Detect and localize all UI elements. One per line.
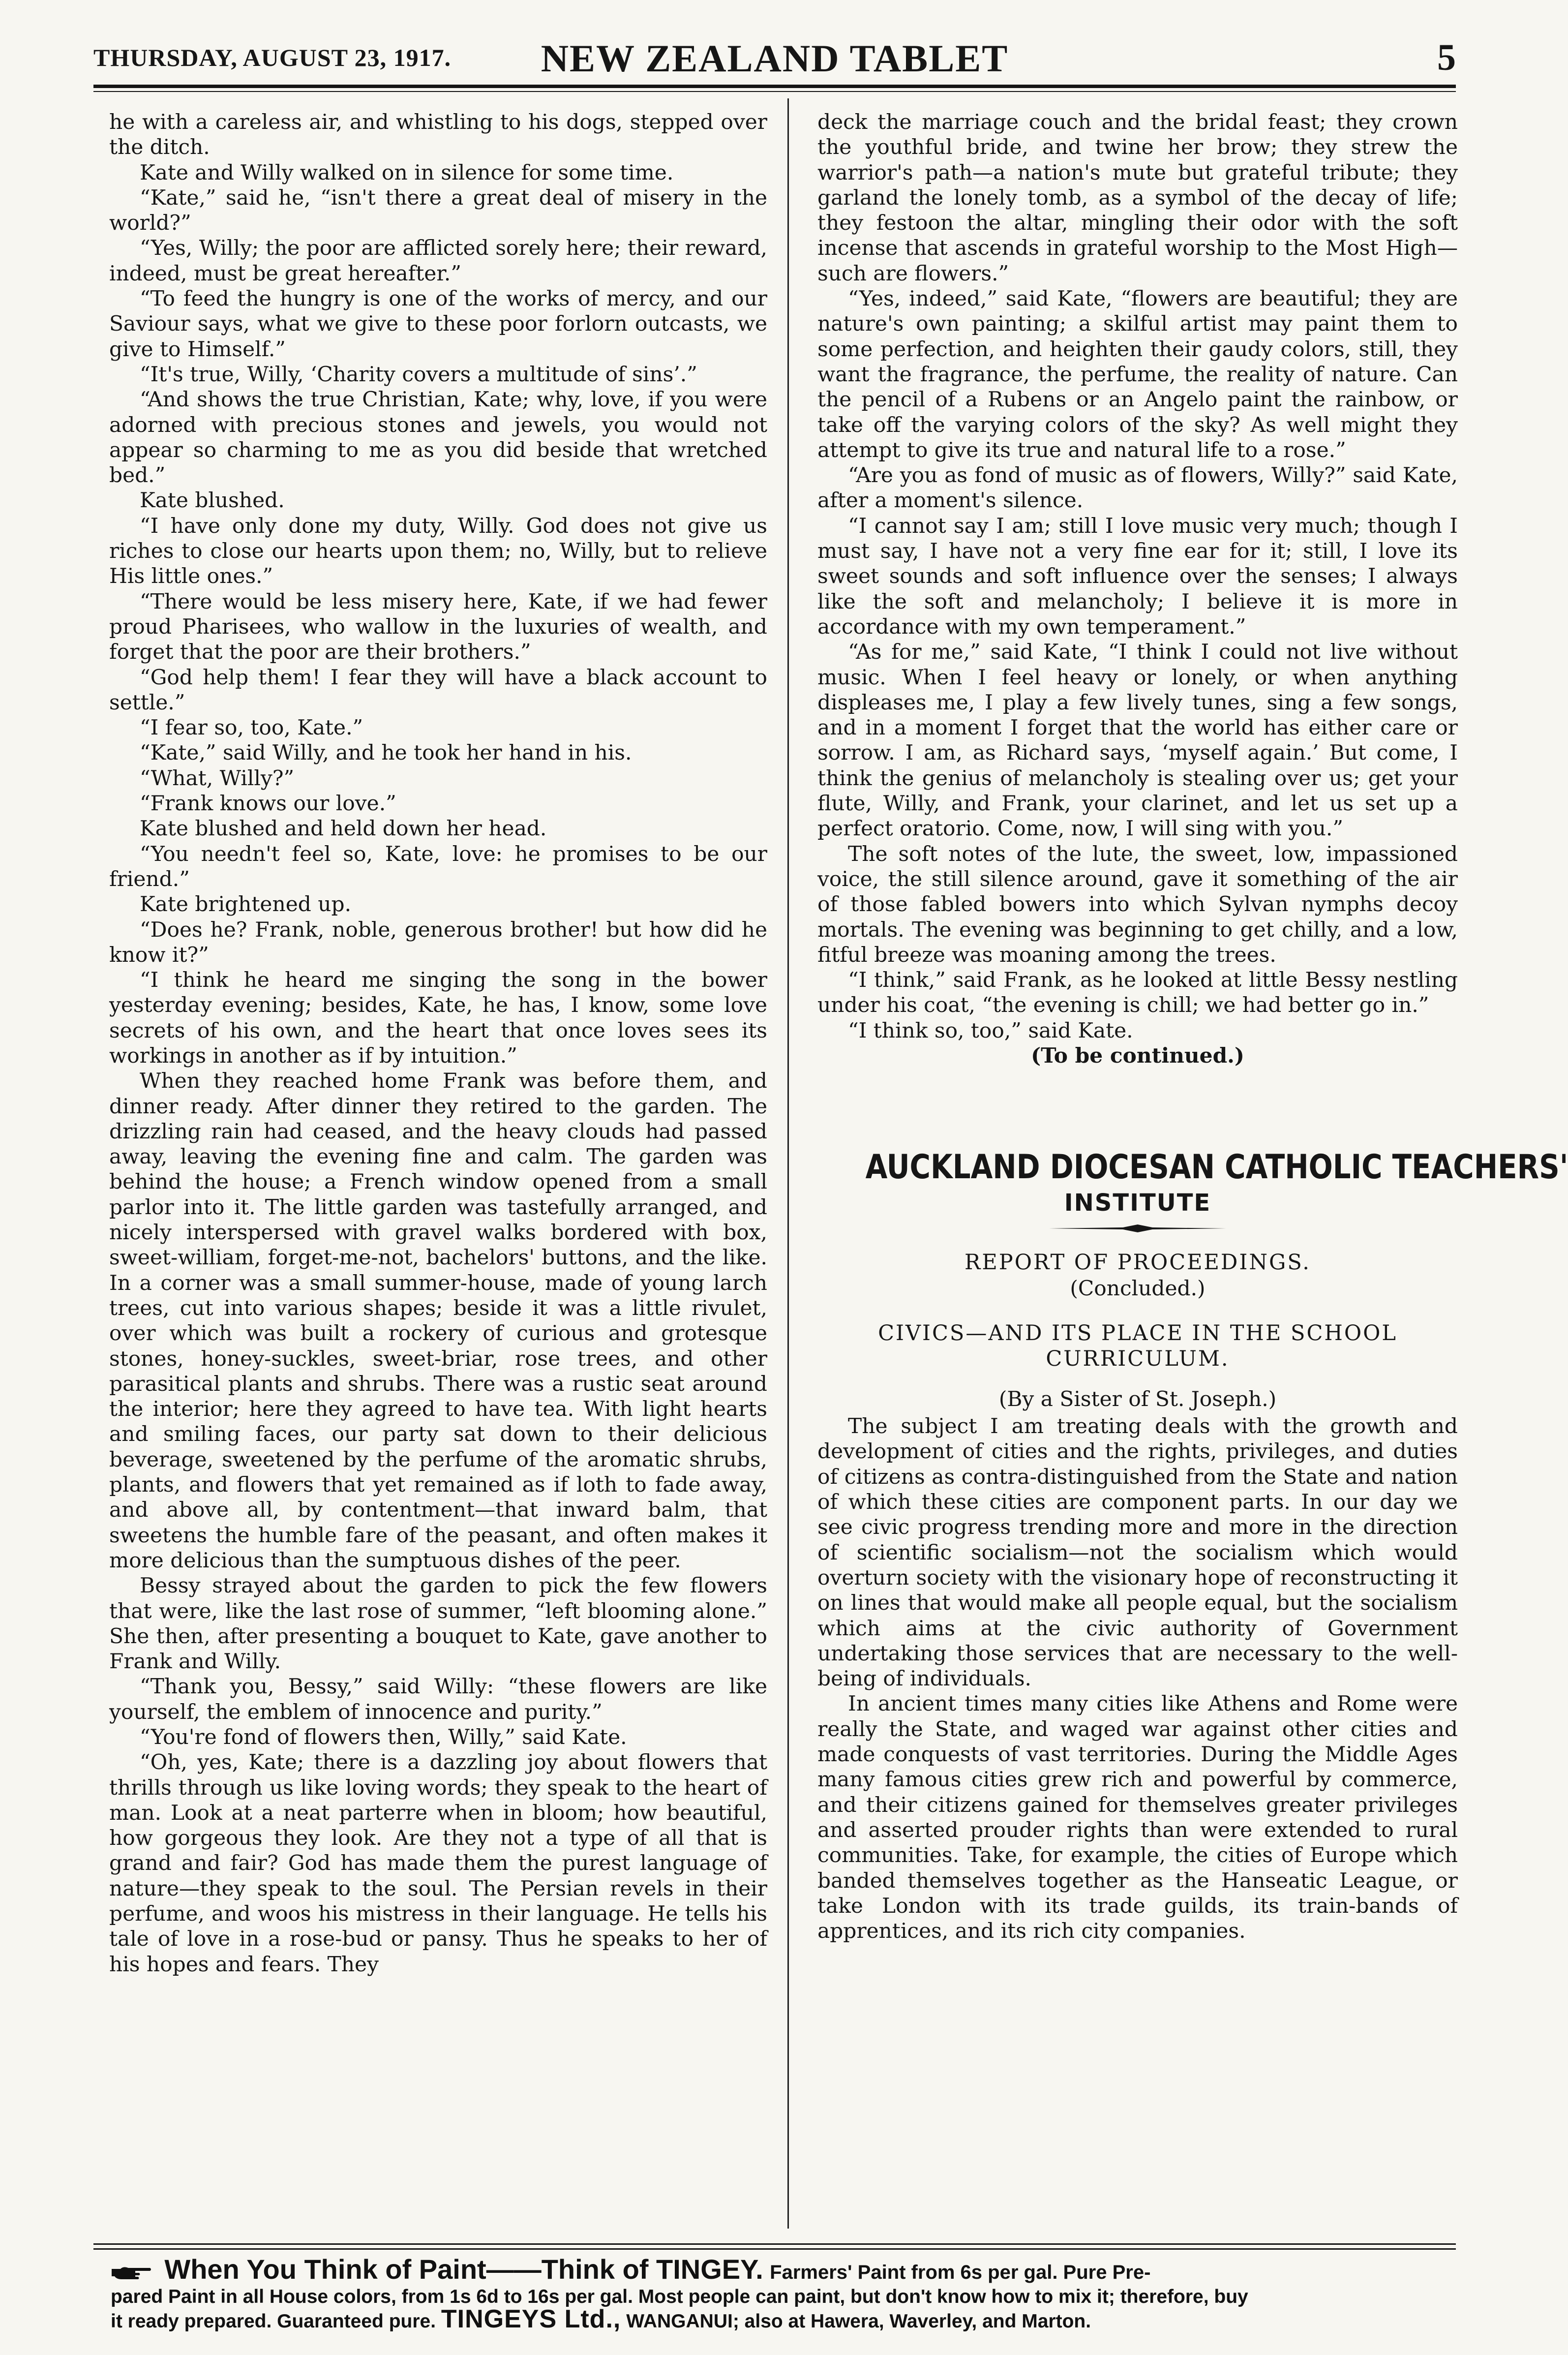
ad-slogan-part-2: Think of TINGEY. [541, 2254, 763, 2285]
ad-slogan-part-1: When You Think of Paint [164, 2254, 486, 2285]
story-paragraph: “Thank you, Bessy,” said Willy: “these flowers are like yourself, the emblem of innocence and purity.” [109, 1674, 767, 1724]
ad-line-3 [111, 2305, 1456, 2333]
ad-line-2: pared Paint in all House colors, from 1s 6d to 16s per gal. Most people can paint, but don't know how to mix it; therefore, buy [111, 2286, 1248, 2307]
article-paragraph: The subject I am treating deals with the growth and development of cities and the rights, privileges, and duties of citizens as contra-distinguished from the State and nation of which these cities are component parts. In our day we see civic progress trending more and more in the direction of scientific socialism—not the socialism which would overturn society with the visionary hope of reconstructing it on lines that would make all people equal, but the socialism which aims at the civic authority of Government undertaking those services that are necessary to the well-being of individuals. [817, 1414, 1458, 1691]
story-paragraph: “Kate,” said Willy, and he took her hand in his. [140, 740, 632, 765]
story-paragraph: “I think he heard me singing the song in the bower yesterday evening; besides, Kate, he has, I know, some love secrets of his own, and the heart that once loves sees its workings in another as if by intuition.” [109, 968, 767, 1068]
footer-rule-thin [93, 2248, 1456, 2250]
story-paragraph: Kate blushed and held down her head. [140, 816, 547, 841]
ad-line-1 [111, 2256, 1456, 2286]
story-paragraph: “Yes, indeed,” said Kate, “flowers are beautiful; they are nature's own painting; a skilful artist may paint them to some perfection, and heighten their gaudy colors, still, they want the fragrance, the perfume, the reality of nature. Can the pencil of a Rubens or an Angelo paint the rainbow, or take off the varying colors of the sky? As well might they attempt to give its true and natural life to a rose.” [817, 286, 1458, 462]
story-paragraph: Bessy strayed about the garden to pick the few flowers that were, like the last rose of summer, “left blooming alone.” She then, after presenting a bouquet to Kate, gave another to Frank and Willy. [109, 1573, 767, 1674]
story-paragraph: “Frank knows our love.” [140, 791, 396, 816]
story-paragraph: “You're fond of flowers then, Willy,” said Kate. [140, 1725, 627, 1749]
ad-line-1-tail: Farmers' Paint from 6s per gal. Pure Pre- [770, 2262, 1151, 2283]
article-subheading: INSTITUTE [1064, 1189, 1211, 1217]
story-paragraph: “To feed the hungry is one of the works of mercy, and our Saviour says, what we give to these poor forlorn outcasts, we give to Himself.” [109, 286, 767, 361]
ad-line-3-start: it ready prepared. Guaranteed pure. [111, 2311, 436, 2332]
story-paragraph: “I think,” said Frank, as he looked at little Bessy nestling under his coat, “the evening is chill; we had better go in.” [817, 968, 1458, 1017]
story-paragraph: “And shows the true Christian, Kate; why, love, if you were adorned with precious stones and jewels, you would not appear so charming to me as you did beside that wretched bed.” [109, 387, 767, 488]
story-paragraph: “It's true, Willy, ‘Charity covers a multitude of sins’.” [140, 362, 697, 386]
section-title: CIVICS—AND ITS PLACE IN THE SCHOOL CURRICULUM. [878, 1320, 1397, 1371]
report-note: (Concluded.) [1070, 1276, 1206, 1300]
page-number: 5 [1437, 37, 1456, 78]
story-paragraph: deck the marriage couch and the bridal feast; they crown the youthful bride, and twine her brow; they strew the warrior's path—a nation's mute but grateful tribute; they garland the lonely tomb, as a symbol of the decay of life; they festoon the altar, mingling their odor with the soft incense that ascends in grateful worship to the Most High—such are flowers.” [817, 110, 1458, 285]
header-rule-thin [93, 91, 1456, 92]
story-paragraph: “There would be less misery here, Kate, if we had fewer proud Pharisees, who wallow in the luxuries of wealth, and forget that the poor are their brothers.” [109, 589, 767, 664]
story-paragraph: “I fear so, too, Kate.” [140, 715, 363, 740]
story-paragraph: “Oh, yes, Kate; there is a dazzling joy about flowers that thrills through us like loving words; they speak to the heart of man. Look at a neat parterre when in bloom; how beautiful, how gorgeous they look. Are they not a type of all that is grand and fair? God has made them the purest language of nature—they speak to the soul. The Persian revels in their perfume, and woos his mistress in their language. He tells his tale of love in a rose-bud or pansy. Thus he speaks to her of his hopes and fears. They [109, 1750, 767, 1976]
story-paragraph: “Kate,” said he, “isn't there a great deal of misery in the world?” [109, 185, 767, 235]
story-paragraph: When they reached home Frank was before them, and dinner ready. After dinner they retired to the garden. The drizzling rain had ceased, and the heavy clouds had passed away, leaving the evening fine and calm. The garden was behind the house; a French window opened from a small parlor into it. The little garden was tastefully arranged, and nicely interspersed with gravel walks bordered with box, sweet-william, forget-me-not, bachelors' buttons, and the like. In a corner was a small summer-house, made of young larch trees, cut into various shapes; beside it was a little rivulet, over which was built a rockery of curious and grotesque stones, honey-suckles, sweet-briar, rose trees, and other parasitical plants and shrubs. There was a rustic seat around the interior; here they agreed to have tea. With light hearts and smiling faces, our party sat down to their delicious beverage, sweetened by the perfume of the aromatic shrubs, plants, and flowers that yet remained as if loth to fade away, and above all, by contentment—that inward balm, that sweetens the humble fare of the peasant, and often makes it more delicious than the sumptuous dishes of the peer. [109, 1069, 767, 1572]
story-paragraph: “Yes, Willy; the poor are afflicted sorely here; their reward, indeed, must be great hereafter.” [109, 236, 767, 285]
story-paragraph: Kate and Willy walked on in silence for some time. [140, 160, 674, 184]
article-heading: AUCKLAND DIOCESAN CATHOLIC TEACHERS' [865, 1148, 1568, 1187]
story-paragraph: “I cannot say I am; still I love music very much; though I must say, I have not a very fine ear for it; still, I love its sweet sounds and soft influence over the senses; I always like the soft and melancholy; I believe it is more in accordance with my own temperament.” [817, 513, 1458, 639]
story-paragraph: “Are you as fond of music as of flowers, Willy?” said Kate, after a moment's silence. [817, 463, 1458, 513]
masthead [93, 34, 1456, 84]
to-be-continued: (To be continued.) [1031, 1042, 1244, 1068]
newspaper-title: NEW ZEALAND TABLET [541, 37, 1009, 80]
story-paragraph: “As for me,” said Kate, “I think I could not live without music. When I feel heavy or lonely, or when anything displeases me, I play a few lively tunes, sing a few songs, and in a moment I forget that the world has either care or sorrow. I am, as Richard says, ‘myself again.’ But come, I think the genius of melancholy is stealing over us; get your flute, Willy, and Frank, your clarinet, and let us set up a perfect oratorio. Come, now, I will sing with you.” [817, 640, 1458, 841]
article-paragraph: In ancient times many cities like Athens and Rome were really the State, and waged war against other cities and made conquests of vast territories. During the Middle Ages many famous cities grew rich and powerful by commerce, and their citizens gained for themselves greater privileges and asserted prouder rights than were extended to rural communities. Take, for example, the cities of Europe which banded themselves together as the Hanseatic League, or take London with its trade guilds, its train-bands of apprentices, and its rich city companies. [817, 1691, 1458, 1943]
story-paragraph: “You needn't feel so, Kate, love: he promises to be our friend.” [109, 841, 767, 891]
header-rule [93, 85, 1456, 88]
column-divider [787, 98, 789, 2229]
issue-date: THURSDAY, AUGUST 23, 1917. [93, 44, 452, 71]
story-paragraph: he with a careless air, and whistling to his dogs, stepped over the ditch. [109, 110, 767, 159]
story-paragraph: Kate blushed. [140, 488, 285, 513]
ad-line-3-end: WANGANUI; also at Hawera, Waverley, and Marton. [626, 2311, 1091, 2332]
story-paragraph: “Does he? Frank, noble, generous brother! but how did he know it?” [109, 917, 767, 967]
ornament-rule-icon [1049, 1224, 1226, 1232]
pointing-hand-icon [111, 2265, 152, 2280]
tingey-advertisement [111, 2256, 1456, 2344]
story-paragraph: “God help them! I fear they will have a black account to settle.” [109, 665, 767, 714]
footer-rule [93, 2243, 1456, 2245]
report-title: REPORT OF PROCEEDINGS. [965, 1250, 1311, 1275]
story-paragraph: “I have only done my duty, Willy. God does not give us riches to close our hearts upon them; no, Willy, but to relieve His little ones.” [109, 513, 767, 588]
story-paragraph: “I think so, too,” said Kate. [848, 1018, 1133, 1042]
story-paragraph: Kate brightened up. [140, 892, 352, 917]
story-paragraph: “What, Willy?” [140, 765, 295, 790]
story-paragraph: The soft notes of the lute, the sweet, low, impassioned voice, the still silence around, gave it something of the air of those fabled bowers into which Sylvan nymphs decoy mortals. The evening was beginning to get chilly, and a low, fitful breeze was moaning among the trees. [817, 841, 1458, 967]
left-column [109, 109, 767, 2225]
ad-brand: TINGEYS Ltd., [441, 2305, 621, 2333]
ad-slogan-dash: —— [486, 2254, 542, 2285]
right-column [817, 109, 1568, 2225]
byline: (By a Sister of St. Joseph.) [998, 1386, 1277, 1411]
